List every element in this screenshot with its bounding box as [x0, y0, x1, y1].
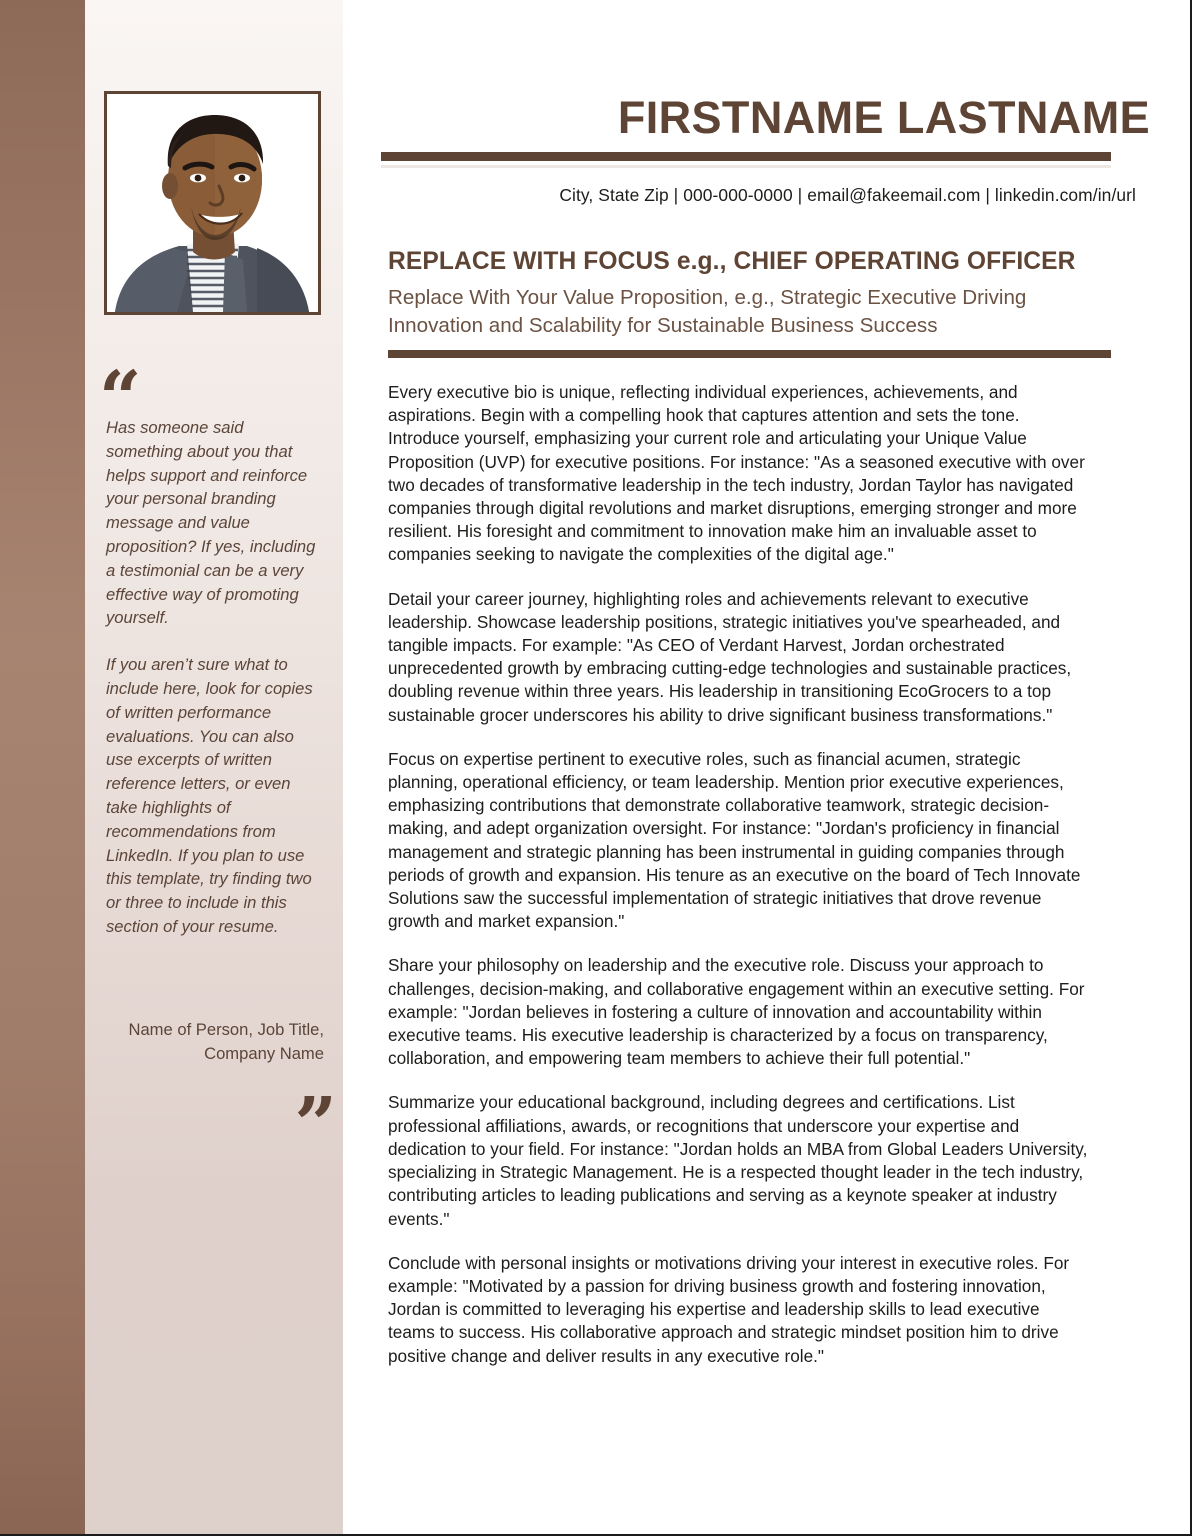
value-proposition: Replace With Your Value Proposition, e.g., Strategic Executive Driving Innovation and Scalability for Sustainable Business Success [388, 286, 1027, 337]
section-divider [388, 350, 1111, 358]
focus-headline: REPLACE WITH FOCUS e.g., CHIEF OPERATING OFFICER [388, 248, 1076, 275]
open-quote-icon: “ [99, 356, 140, 442]
testimonial-attribution: Name of Person, Job Title, Company Name [128, 1020, 324, 1063]
page-title: FIRSTNAME LASTNAME [617, 92, 1150, 143]
bio-body [388, 381, 1088, 1389]
header-divider-faint [381, 165, 1111, 168]
bio-paragraph: Share your philosophy on leadership and the executive role. Discuss your approach to challenges, decision-making, and collaborative engagement within an executive setting. For example: "Jordan believes in fostering a culture of innovation and accountability within executive teams. His executive leadership is characterized by a focus on transparency, collaboration, and empowering team members to achieve their full potential." [388, 955, 1085, 1069]
bio-paragraph: Conclude with personal insights or motivations driving your interest in executive roles. For example: "Motivated by a passion for driving business growth and fostering innovation, Jordan is committed to leveraging his expertise and leadership skills to lead executive teams to success. His collaborative approach and strategic mindset position him to drive positive change and deliver results in any executive role." [388, 1252, 1070, 1366]
bio-paragraph: Detail your career journey, highlighting roles and achievements relevant to executive leadership. Showcase leadership positions, strategic initiatives you've spearheaded, and tangible impacts. For example: "As CEO of Verdant Harvest, Jordan orchestrated unprecedented growth by embracing cutting-edge technologies and sustainable practices, doubling revenue within three years. His leadership in transitioning EcoGrocers to a top sustainable grocer underscores his ability to drive significant business transformations." [388, 588, 1072, 725]
close-quote-icon: ” [294, 1082, 335, 1168]
bio-paragraph: Focus on expertise pertinent to executive roles, such as financial acumen, strategic planning, operational efficiency, or team leadership. Mention prior executive experiences, emphasizing contributions that demonstrate collaborative teamwork, strategic decision-making, and adept organization oversight. For instance: "Jordan's proficiency in financial management and strategic planning has been instrumental in guiding companies through periods of growth and expansion. His tenure as an executive on the board of Tech Innovate Solutions saw the successful implementation of strategic initiatives that drove revenue growth and market expansion." [388, 748, 1081, 932]
sidebar-panel [85, 0, 343, 1536]
left-accent-bar [0, 0, 85, 1536]
contact-line: City, State Zip | 000-000-0000 | email@fakeemail.com | linkedin.com/in/url [559, 185, 1136, 205]
bio-paragraph: Every executive bio is unique, reflecting individual experiences, achievements, and aspirations. Begin with a compelling hook that captures attention and sets the tone. Introduce yourself, emphasizing your current role and articulating your Unique Value Proposition (UVP) for executive positions. For instance: "As a seasoned executive with over two decades of transformative leadership in the tech industry, Jordan Taylor has navigated companies through digital revolutions and market disruptions, emerging stronger and more resilient. His foresight and commitment to innovation make him an invaluable asset to companies seeking to navigate the complexities of the digital age." [388, 382, 1085, 565]
headshot-photo-frame [104, 91, 321, 315]
header-divider-thick [381, 152, 1111, 161]
bio-paragraph: Summarize your educational background, including degrees and certifications. List professional affiliations, awards, or recognitions that underscore your expertise and dedication to your field. For instance: "Jordan holds an MBA from Global Leaders University, specializing in Strategic Management. He is a respected thought leader in the tech industry, contributing articles to leading publications and serving as a keynote speaker at industry events." [388, 1092, 1088, 1229]
main-column [343, 0, 1190, 1536]
headshot-photo [107, 94, 318, 312]
testimonial-paragraph: If you aren’t sure what to include here, look for copies of written performance evaluations. You can also use excerpts of written reference letters, or even take highlights of recommendations from LinkedIn. If you plan to use this template, try finding two or three to include in this section of your resume. [106, 655, 313, 936]
testimonial-text [106, 416, 324, 962]
testimonial-paragraph: Has someone said something about you that helps support and reinforce your personal branding message and value proposition? If yes, including a testimonial can be a very effective way of promoting yourself. [106, 418, 316, 628]
